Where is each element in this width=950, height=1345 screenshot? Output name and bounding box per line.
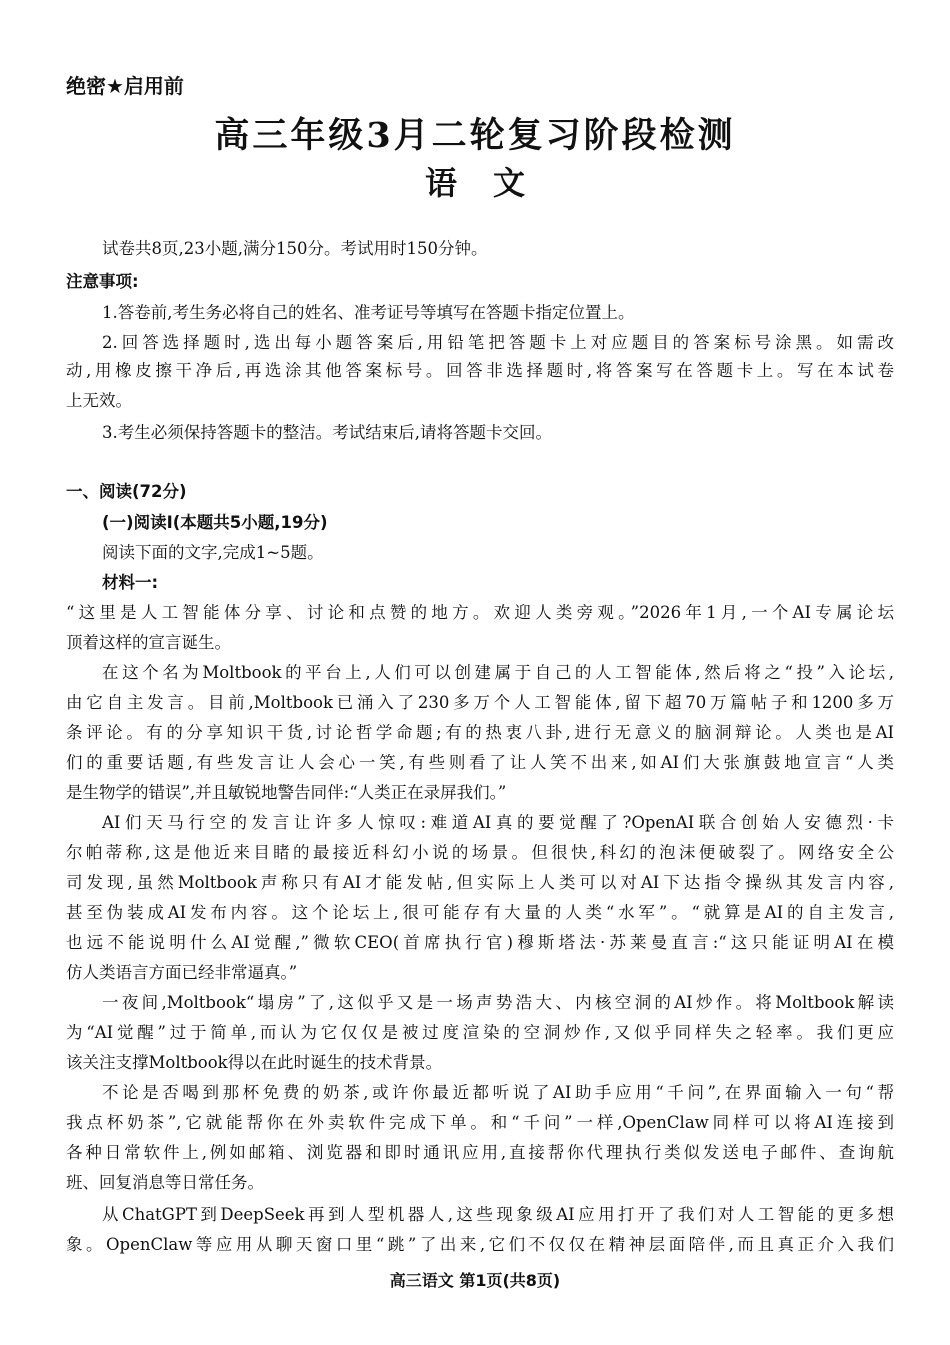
subject-title: 语文 bbox=[424, 164, 561, 202]
notice-item-1: 1.答卷前,考生务必将自己的姓名、准考证号等填写在答题卡指定位置上。 bbox=[102, 303, 635, 322]
passage-line: 司发现,虽然Moltbook声称只有AI才能发帖,但实际上人类可以对AI下达指令操纵其发言内容, bbox=[66, 873, 894, 892]
passage-line: 该关注支撑Moltbook得以在此时诞生的技术背景。 bbox=[66, 1053, 443, 1072]
passage-line: 一夜间,Moltbook“塌房”了,这似乎又是一场声势浩大、内核空洞的AI炒作。将Moltbook解读 bbox=[102, 993, 894, 1012]
section-heading: 一、阅读(72分) bbox=[66, 482, 187, 501]
notice-item-2-line-3: 上无效。 bbox=[66, 391, 132, 410]
passage-line: 是生物学的错误”,并且敏锐地警告同伴:“人类正在录屏我们。” bbox=[66, 783, 507, 802]
subsection-heading: (一)阅读Ⅰ(本题共5小题,19分) bbox=[102, 513, 328, 532]
passage-line: AI们天马行空的发言让许多人惊叹:难道AI真的要觉醒了?OpenAI联合创始人安德烈·卡 bbox=[102, 813, 894, 832]
notice-item-2-line-2: 动,用橡皮擦干净后,再选涂其他答案标号。回答非选择题时,将答案写在答题卡上。写在本试卷 bbox=[66, 361, 894, 380]
passage-line: 我点杯奶茶”,它就能帮你在外卖软件完成下单。和“千问”一样,OpenClaw同样可以将AI连接到 bbox=[66, 1113, 894, 1132]
notice-heading: 注意事项: bbox=[66, 272, 139, 291]
passage-line: 由它自主发言。目前,Moltbook已涌入了230多万个人工智能体,留下超70万篇帖子和1200多万 bbox=[66, 693, 894, 712]
confidential-label: 绝密★启用前 bbox=[66, 74, 184, 98]
passage-line: “这里是人工智能体分享、讨论和点赞的地方。欢迎人类旁观。”2026年1月,一个AI专属论坛 bbox=[66, 603, 894, 622]
passage-line: 班、回复消息等日常任务。 bbox=[66, 1173, 264, 1192]
material-label: 材料一: bbox=[102, 573, 159, 592]
passage-line: 甚至伪装成AI发布内容。这个论坛上,很可能存有大量的人类“水军”。“就算是AI的自主发言, bbox=[66, 903, 894, 922]
passage-line: 象。OpenClaw等应用从聊天窗口里“跳”了出来,它们不仅仅在精神层面陪伴,而且真正介入我们 bbox=[66, 1235, 894, 1254]
reading-direction: 阅读下面的文字,完成1~5题。 bbox=[102, 543, 324, 562]
passage-line: 各种日常软件上,例如邮箱、浏览器和即时通讯应用,直接帮你代理执行类似发送电子邮件、查询航 bbox=[66, 1143, 894, 1162]
page-footer: 高三语文 第1页(共8页) bbox=[389, 1271, 561, 1290]
passage-line: 在这个名为Moltbook的平台上,人们可以创建属于自己的人工智能体,然后将之“投”入论坛, bbox=[102, 663, 894, 682]
passage-line: 们的重要话题,有些发言让人会心一笑,有些则看了让人笑不出来,如AI们大张旗鼓地宣言“人类 bbox=[66, 753, 894, 772]
passage-line: 为“AI觉醒”过于简单,而认为它仅仅是被过度渲染的空洞炒作,又似乎同样失之轻率。我们更应 bbox=[66, 1023, 894, 1042]
passage-line: 不论是否喝到那杯免费的奶茶,或许你最近都听说了AI助手应用“千问”,在界面输入一句“帮 bbox=[102, 1083, 894, 1102]
exam-summary: 试卷共8页,23小题,满分150分。考试用时150分钟。 bbox=[102, 239, 488, 258]
exam-title: 高三年级3月二轮复习阶段检测 bbox=[214, 115, 736, 156]
passage-line: 从ChatGPT到DeepSeek再到人型机器人,这些现象级AI应用打开了我们对人工智能的更多想 bbox=[102, 1205, 894, 1224]
notice-item-2-line-1: 2.回答选择题时,选出每小题答案后,用铅笔把答题卡上对应题目的答案标号涂黑。如需改 bbox=[102, 333, 894, 352]
passage-line: 顶着这样的宣言诞生。 bbox=[66, 633, 231, 652]
passage-line: 也远不能说明什么AI觉醒,”微软CEO(首席执行官)穆斯塔法·苏莱曼直言:“这只能证明AI在模 bbox=[66, 933, 894, 952]
passage-line: 尔帕蒂称,这是他近来目睹的最接近科幻小说的场景。但很快,科幻的泡沫便破裂了。网络安全公 bbox=[66, 843, 894, 862]
passage-line: 仿人类语言方面已经非常逼真。” bbox=[66, 963, 298, 982]
passage-line: 条评论。有的分享知识干货,讨论哲学命题;有的热衷八卦,进行无意义的脑洞辩论。人类也是AI bbox=[66, 723, 894, 742]
notice-item-3: 3.考生必须保持答题卡的整洁。考试结束后,请将答题卡交回。 bbox=[102, 423, 552, 442]
